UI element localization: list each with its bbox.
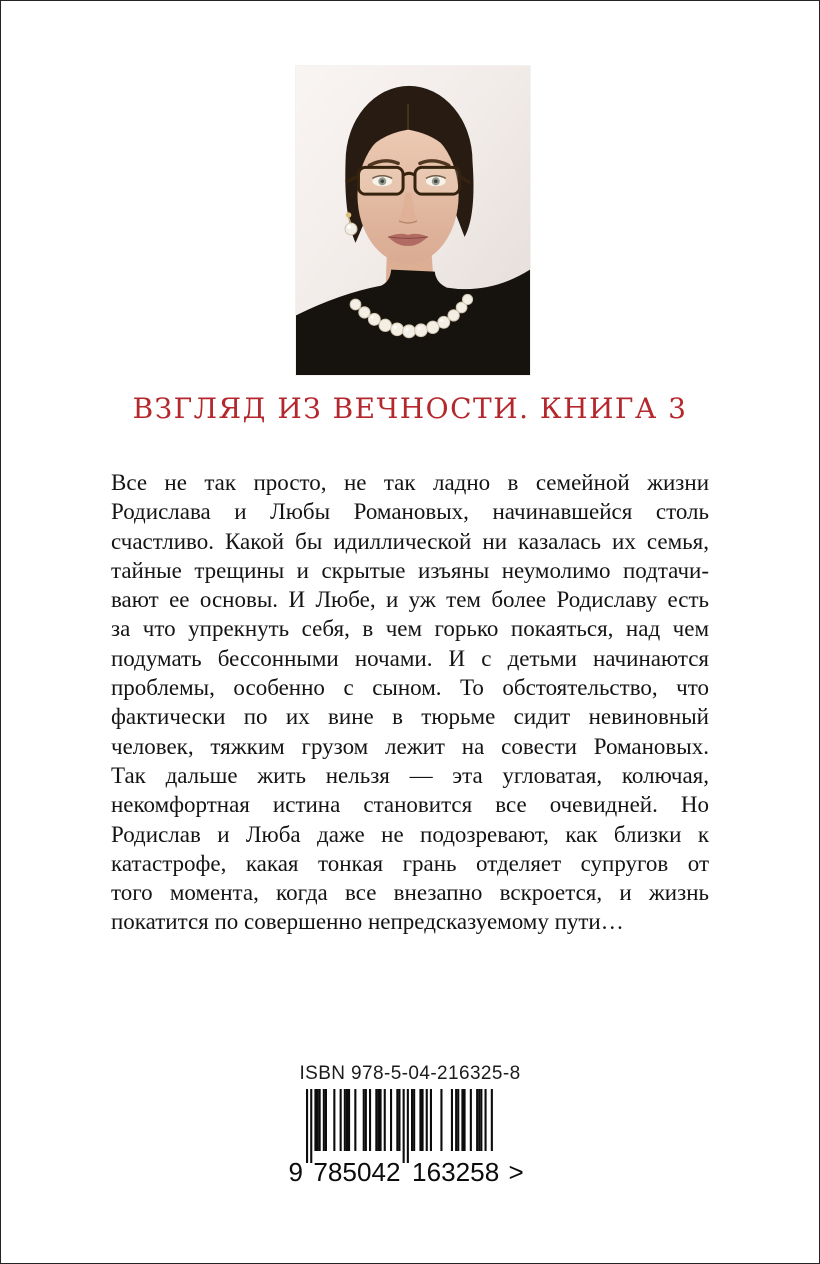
barcode-bar — [430, 1089, 432, 1151]
blurb-line: проблемы, особенно с сыном. То обстоятельство, что — [111, 675, 709, 701]
barcode-bar — [333, 1089, 335, 1151]
barcode-bar — [348, 1089, 350, 1151]
author-portrait — [295, 65, 531, 376]
barcode-digits: 785042 — [313, 1157, 401, 1187]
barcode-bar — [419, 1089, 421, 1151]
blurb-line: Все не так просто, не так ладно в семейной жизни — [111, 470, 709, 495]
barcode-bar — [426, 1089, 428, 1151]
blurb-line: вают ее основы. И Любе, и уж тем более Родиславу есть — [111, 587, 709, 613]
barcode-bar — [476, 1089, 478, 1151]
blurb-line: счастливо. Какой бы идиллической ни казалась их семья, — [111, 528, 709, 554]
blurb-line: катастрофе, какая тонкая грань отделяет супругов от — [111, 850, 709, 876]
barcode-bar — [344, 1089, 346, 1151]
blurb-line: тайные трещины и скрытые изъяны неумолимо подтачи- — [111, 557, 709, 583]
barcode-bar — [310, 1089, 312, 1163]
barcode-bar — [377, 1089, 379, 1151]
barcode-bar — [464, 1089, 466, 1151]
barcode-bar — [478, 1089, 480, 1151]
barcode-bar — [323, 1089, 325, 1151]
barcode-bar — [354, 1089, 356, 1151]
barcode-bar — [440, 1089, 442, 1151]
barcode-bar — [413, 1089, 415, 1151]
blurb-line: некомфортная истина становится все очевидней. Но — [111, 792, 709, 818]
barcode-bar — [461, 1089, 463, 1151]
ean13-barcode — [288, 1087, 530, 1187]
barcode-bar — [411, 1089, 413, 1151]
barcode-bar — [403, 1089, 405, 1163]
barcode-bar — [340, 1089, 342, 1151]
author-portrait-image — [296, 66, 530, 375]
barcode-bar — [380, 1089, 382, 1151]
barcode-bar — [422, 1089, 424, 1151]
barcode-bar — [455, 1089, 457, 1151]
barcode-digits: 9 — [288, 1157, 303, 1187]
isbn-block — [1, 1063, 819, 1187]
barcode-bar — [346, 1089, 348, 1151]
barcode-bar — [369, 1089, 371, 1151]
book-title: ВЗГЛЯД ИЗ ВЕЧНОСТИ. КНИГА 3 — [132, 392, 688, 425]
barcode-bar — [457, 1089, 459, 1151]
annotation-text — [111, 468, 709, 937]
blurb-line: покатится по совершенно непредсказуемому пути… — [111, 909, 624, 935]
barcode-bar — [398, 1089, 400, 1151]
blurb-line: того момента, когда все внезапно вскроется, и жизнь — [111, 880, 709, 906]
barcode-bar — [365, 1089, 367, 1151]
blurb-line: за что упрекнуть себя, в чем горько покаяться, над чем — [111, 616, 709, 642]
barcode-digits: 163258 — [412, 1157, 500, 1187]
barcode-bar — [306, 1089, 308, 1163]
barcode-bar — [319, 1089, 321, 1151]
barcode-bar — [375, 1089, 377, 1151]
barcode-digits: > — [508, 1157, 524, 1187]
barcode-bar — [325, 1089, 327, 1151]
barcode-bar — [390, 1089, 392, 1151]
blurb-line: Так дальше жить нельзя — эта угловатая, колючая, — [111, 762, 709, 788]
barcode-bar — [485, 1089, 487, 1151]
blurb-line: Родислава и Любы Романовых, начинавшейся столь — [111, 499, 709, 525]
barcode-bar — [470, 1089, 472, 1151]
barcode-bar — [396, 1089, 398, 1151]
barcode-bar — [384, 1089, 386, 1151]
barcode-bar — [317, 1089, 319, 1151]
barcode-bar — [480, 1089, 482, 1151]
blurb-line: Родислав и Люба даже не подозревают, как близки к — [111, 821, 709, 847]
blurb-line: человек, тяжким грузом лежит на совести Романовых. — [111, 733, 709, 759]
barcode-bar — [363, 1089, 365, 1151]
barcode-bar — [407, 1089, 409, 1163]
barcode-bar — [314, 1089, 316, 1151]
barcode-bar — [491, 1089, 493, 1151]
blurb-line: фактически по их вине в тюрьме сидит невиновный — [111, 704, 709, 730]
blurb-line: подумать бессонными ночами. И с детьми начинаются — [111, 645, 709, 671]
isbn-label: ISBN 978-5-04-216325-8 — [299, 1063, 521, 1084]
barcode-bar — [451, 1089, 453, 1151]
